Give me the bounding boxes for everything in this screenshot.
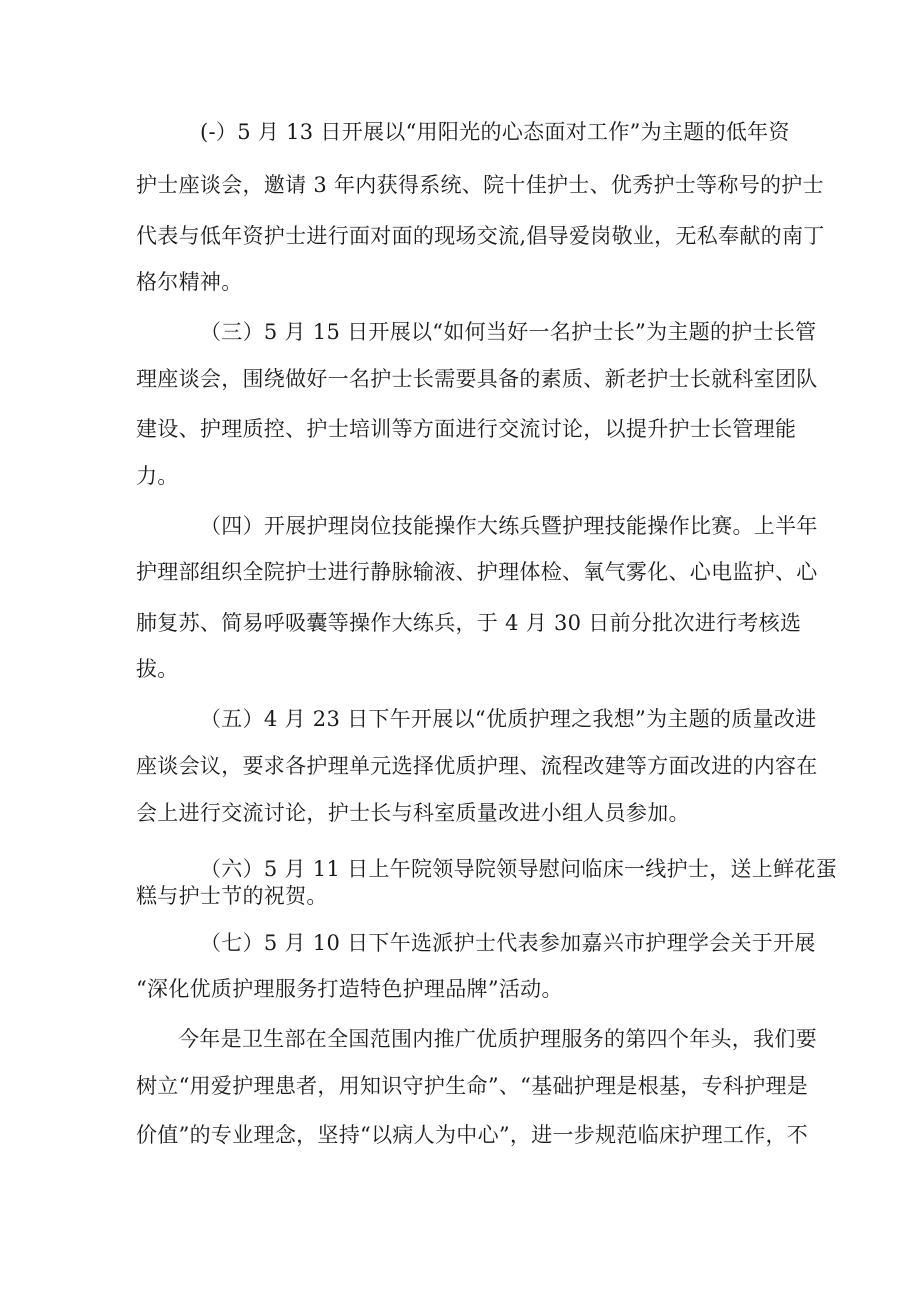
text-line: （七）5 月 10 日下午选派护士代表参加嘉兴市护理学会关于开展 <box>200 931 816 955</box>
text-line: 价值”的专业理念，坚持“以病人为中心”，进一步规范临床护理工作，不 <box>136 1123 809 1147</box>
text-line: （三）5 月 15 日开展以“如何当好一名护士长”为主题的护士长管 <box>200 320 817 344</box>
text-line: 今年是卫生部在全国范围内推广优质护理服务的第四个年头，我们要 <box>178 1027 817 1051</box>
text-line: 会上进行交流讨论，护士长与科室质量改进小组人员参加。 <box>136 801 690 825</box>
text-line: 糕与护士节的祝贺。 <box>136 884 328 908</box>
text-line: 护士座谈会，邀请 3 年内获得系统、院十佳护士、优秀护士等称号的护士 <box>136 173 824 197</box>
text-line: 建设、护理质控、护士培训等方面进行交流讨论，以提升护士长管理能 <box>136 417 797 441</box>
text-line: 座谈会议，要求各护理单元选择优质护理、流程改建等方面改进的内容在 <box>136 754 818 778</box>
text-line: 拔。 <box>136 657 179 681</box>
text-line: 代表与低年资护士进行面对面的现场交流,倡导爱岗敬业，无私奉献的南丁 <box>136 224 825 248</box>
text-line: 肺复苏、简易呼吸囊等操作大练兵，于 4 月 30 日前分批次进行考核选 <box>136 611 802 635</box>
text-line: “深化优质护理服务打造特色护理品牌”活动。 <box>136 977 563 1001</box>
text-line: 护理部组织全院护士进行静脉输液、护理体检、氧气雾化、心电监护、心 <box>136 560 818 584</box>
text-line: （四）开展护理岗位技能操作大练兵暨护理技能操作比赛。上半年 <box>200 514 818 538</box>
text-line: 树立“用爱护理患者，用知识守护生命”、“基础护理是根基，专科护理是 <box>136 1074 809 1098</box>
text-line: 格尔精神。 <box>136 270 243 294</box>
text-line: (-）5 月 13 日开展以“用阳光的心态面对工作”为主题的低年资 <box>200 120 790 144</box>
text-line: （六）5 月 11 日上午院领导院领导慰问临床一线护士，送上鲜花蛋 <box>200 857 838 881</box>
text-line: （五）4 月 23 日下午开展以“优质护理之我想”为主题的质量改进 <box>200 707 817 731</box>
text-line: 力。 <box>136 464 179 488</box>
text-line: 理座谈会，围绕做好一名护士长需要具备的素质、新老护士长就科室团队 <box>136 367 818 391</box>
